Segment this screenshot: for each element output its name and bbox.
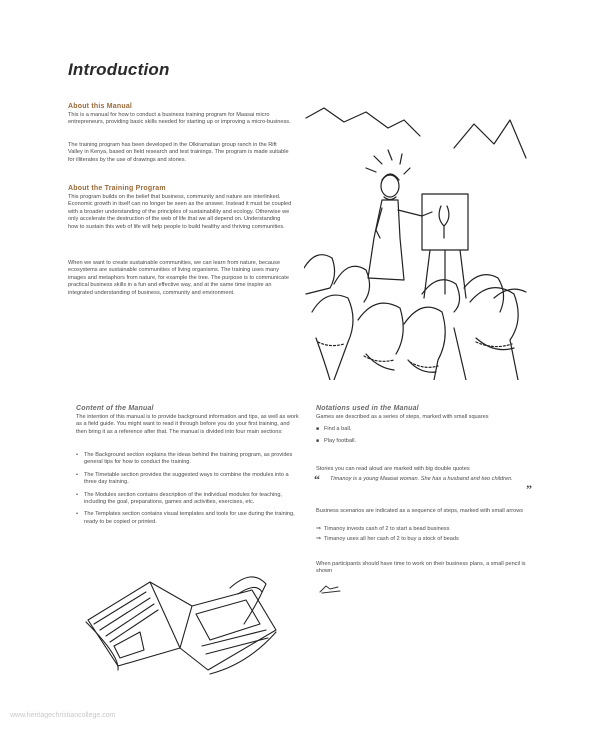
close-quote-icon: ” (526, 482, 532, 496)
notations-heading: Notations used in the Manual (316, 405, 419, 412)
about-manual-heading: About this Manual (68, 103, 133, 110)
about-program-text: This program builds on the belief that business, community and nature are interlinked. Economic growth in itself can no longer be seen as the answer. Instead it must be coupled with a broader understanding of the principles of sustainability and ecology. Otherwise we only accelerate the destruction of the web of life that we all depend on. Understanding how to sustain this web of life will help people to build healthy and thriving communities. (68, 194, 292, 230)
scenarios-steps-list (316, 526, 540, 549)
content-sections-list (76, 452, 300, 531)
stories-description: Stories you can read aloud are marked with big double quotes (316, 466, 470, 472)
list-item: ⇒ Timanoy invests cash of 2 to start a bead business (316, 526, 540, 533)
about-program-text-2: When we want to create sustainable communities, we can learn from nature, because ecosystems are sustainable communities of living organisms. The training uses many images and metaphors from nature, for example the tree. The purpose is to communicate practical business skills in a fun and effective way, and at the same time inspire an integrated understanding of business, community and environment. (68, 260, 289, 296)
scenarios-description: Business scenarios are indicated as a sequence of steps, marked with small arrows (316, 508, 524, 514)
games-steps-list (316, 426, 540, 451)
pencil-description: When participants should have time to work on their business plans, a small pencil is shown (316, 561, 526, 575)
page-title: Introduction (68, 60, 170, 79)
pencil-icon (318, 583, 342, 595)
list-item: • The Background section explains the ideas behind the training program, as provides general tips for how to conduct the training. (76, 452, 300, 467)
list-item: • The Modules section contains description of the individual modules for teaching, including the goal, preparations, games and activities, exercises, etc. (76, 492, 300, 507)
footer-watermark: www.heritagechristiancollege.com (10, 712, 116, 719)
content-heading: Content of the Manual (76, 405, 154, 412)
content-intro: The intention of this manual is to provide background information and tips, as well as work as a field guide. You might want to read it through before you do your first training, and then bring it as a reference after that. The manual is divided into four main sections: (76, 414, 299, 435)
about-manual-text: This is a manual for how to conduct a business training program for Maasai micro entrepreneurs, providing basic skills needed for starting up or improving a micro-business. (68, 112, 291, 126)
about-manual-text-2: The training program has been developed in the Olkiramatian group ranch in the Rift Valley in Kenya, based on field research and test trainings. The program is made suitable for illiterates by the use of drawings and stories. (68, 142, 289, 163)
open-quote-icon: “ (314, 472, 320, 486)
games-description: Games are described as a series of steps, marked with small squares (316, 414, 489, 420)
list-item: ■ Play football. (316, 438, 540, 445)
list-item: ■ Find a ball. (316, 426, 540, 433)
training-illustration (304, 98, 528, 380)
list-item: ⇒ Timanoy uses all her cash of 2 to buy a stock of beads (316, 536, 540, 543)
list-item: • The Templates section contains visual templates and tools for use during the training, ready to be copied or printed. (76, 511, 300, 526)
open-book-illustration (80, 560, 280, 678)
about-program-heading: About the Training Program (68, 185, 166, 192)
list-item: • The Timetable section provides the suggested ways to combine the modules into a three day training. (76, 472, 300, 487)
story-quote: Timanoy is a young Maasai woman. She has a husband and two children. (330, 476, 513, 482)
